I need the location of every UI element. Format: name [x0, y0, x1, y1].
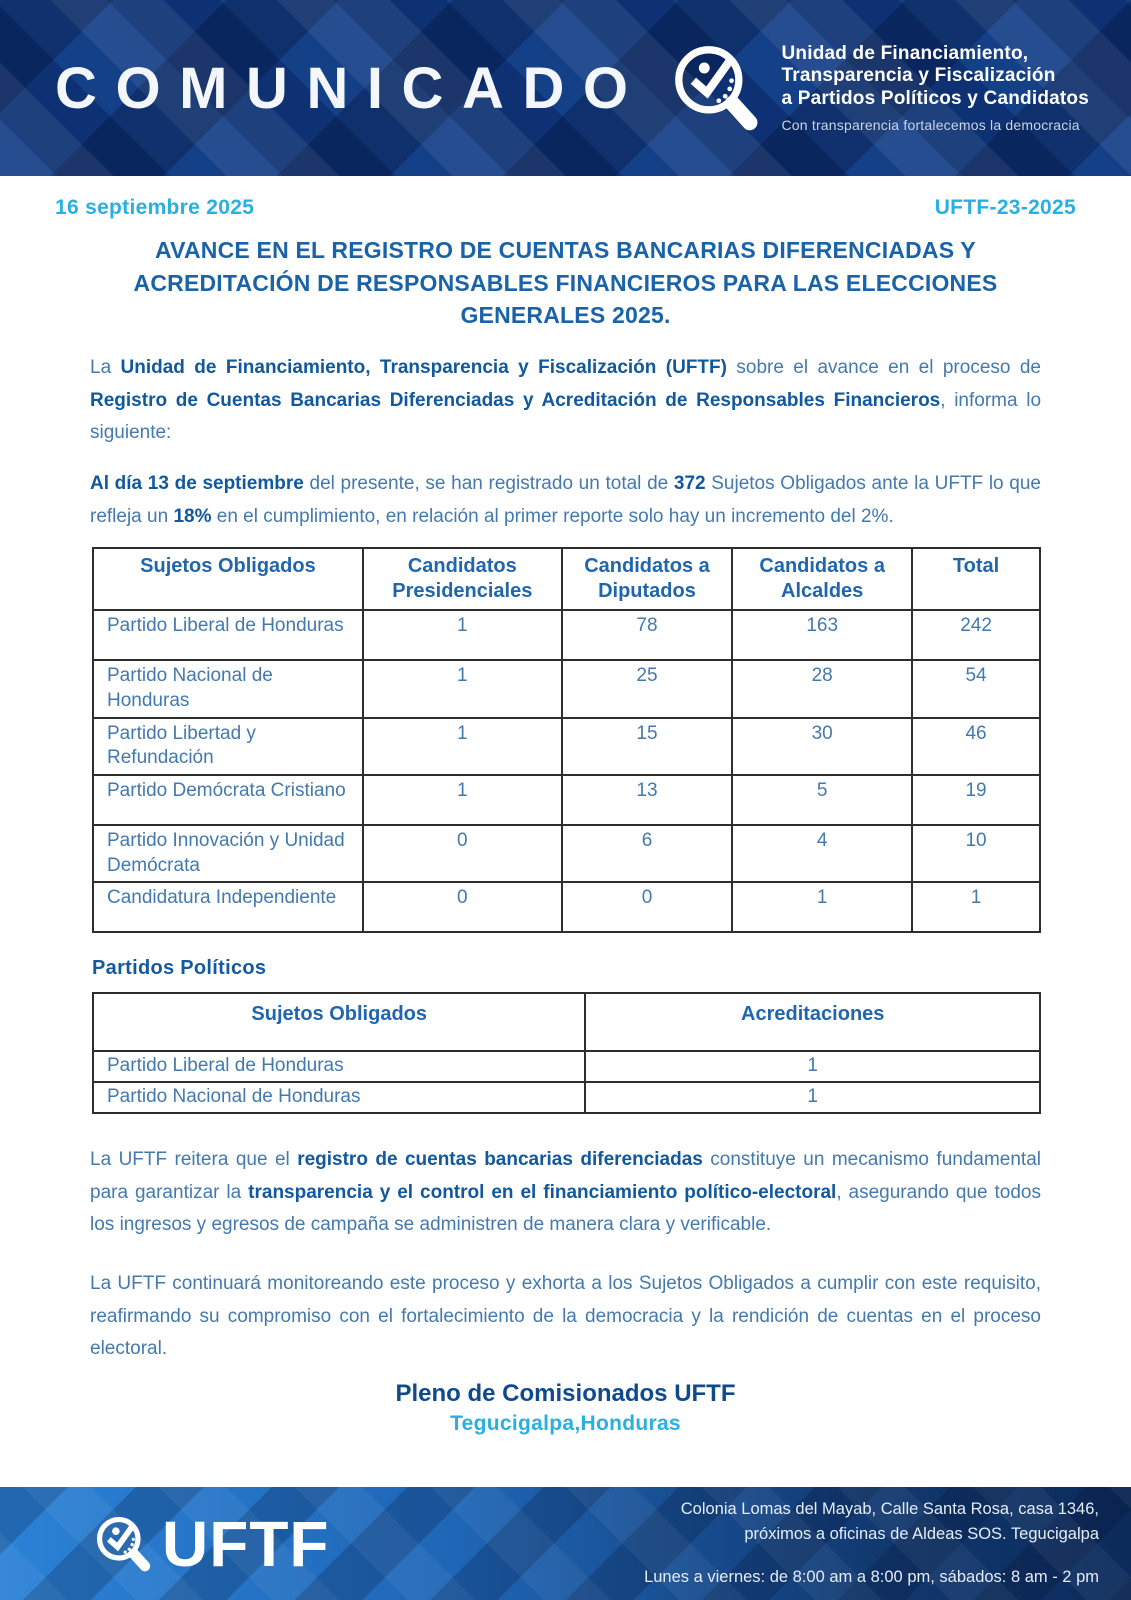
column-header: Candidatos a Alcaldes	[732, 548, 912, 610]
org-name-line2: Transparencia y Fiscalización	[781, 65, 1056, 87]
column-header: Sujetos Obligados	[93, 548, 363, 610]
document-body	[0, 176, 1131, 1487]
org-name-line3: a Partidos Políticos y Candidatos	[781, 87, 1089, 109]
paragraph-3: La UFTF reitera que el registro de cuentas bancarias diferenciadas constituye un mecanismo fundamental para garantizar la transparencia y el control en el financiamiento político-electoral, asegurando que todos los ingresos y egresos de campaña se administren de manera clara y verificable.	[90, 1148, 1041, 1236]
registrations-table	[92, 547, 1041, 933]
value-cell: 1	[363, 775, 562, 825]
signature-entity: Pleno de Comisionados UFTF	[395, 1379, 736, 1407]
org-brand-block	[667, 38, 1089, 138]
value-cell: 30	[732, 718, 912, 775]
paragraph-1: La Unidad de Financiamiento, Transparencia y Fiscalización (UFTF) sobre el avance en el proceso de Registro de Cuentas Bancarias Diferenciadas y Acreditación de Responsables Financieros, informa lo siguiente:	[90, 356, 1042, 444]
signature-location: Tegucigalpa,Honduras	[450, 1411, 681, 1435]
table-row	[93, 718, 1040, 775]
column-header: Acreditaciones	[585, 993, 1040, 1051]
footer-hours: Lunes a viernes: de 8:00 am a 8:00 pm, sábados: 8 am - 2 pm	[644, 1568, 1099, 1587]
value-cell: 15	[562, 718, 732, 775]
value-cell: 0	[363, 825, 562, 882]
header-banner	[0, 0, 1131, 176]
value-cell: 13	[562, 775, 732, 825]
row-label-cell: Partido Nacional de Honduras	[93, 660, 363, 717]
footer-address-line1: Colonia Lomas del Mayab, Calle Santa Rosa, casa 1346,	[680, 1499, 1099, 1518]
paragraph-2: Al día 13 de septiembre del presente, se han registrado un total de 372 Sujetos Obligados ante la UFTF lo que refleja un 18% en el cumplimiento, en relación al primer reporte solo hay un incremento del 2%.	[90, 472, 1041, 527]
table-row	[93, 660, 1040, 717]
row-label-cell: Partido Liberal de Honduras	[93, 1051, 585, 1082]
table-row	[93, 775, 1040, 825]
value-cell: 1	[363, 718, 562, 775]
value-cell: 6	[562, 825, 732, 882]
value-cell: 78	[562, 610, 732, 660]
value-cell: 1	[912, 882, 1040, 932]
magnifier-checkmark-icon	[92, 1512, 156, 1576]
value-cell: 163	[732, 610, 912, 660]
document-date: 16 septiembre 2025	[55, 196, 255, 219]
table-header-row	[93, 993, 1040, 1051]
banner-title: COMUNICADO	[55, 55, 647, 121]
section-heading: Partidos Políticos	[92, 957, 267, 980]
footer-contact	[644, 1497, 1099, 1590]
value-cell: 0	[562, 882, 732, 932]
value-cell: 46	[912, 718, 1040, 775]
meta-row	[55, 196, 1076, 220]
column-header: Candidatos Presidenciales	[363, 548, 562, 610]
footer-banner	[0, 1487, 1131, 1600]
row-label-cell: Partido Demócrata Cristiano	[93, 775, 363, 825]
table-row	[93, 882, 1040, 932]
column-header: Total	[912, 548, 1040, 610]
row-label-cell: Candidatura Independiente	[93, 882, 363, 932]
value-cell: 1	[363, 660, 562, 717]
org-tagline: Con transparencia fortalecemos la democracia	[781, 117, 1080, 134]
value-cell: 5	[732, 775, 912, 825]
footer-address-line2: próximos a oficinas de Aldeas SOS. Tegucigalpa	[744, 1524, 1099, 1543]
row-label-cell: Partido Innovación y Unidad Demócrata	[93, 825, 363, 882]
value-cell: 1	[585, 1051, 1040, 1082]
magnifier-checkmark-icon	[667, 38, 767, 138]
value-cell: 54	[912, 660, 1040, 717]
footer-logo	[92, 1507, 330, 1580]
value-cell: 4	[732, 825, 912, 882]
org-name	[781, 43, 1089, 133]
value-cell: 25	[562, 660, 732, 717]
column-header: Candidatos a Diputados	[562, 548, 732, 610]
value-cell: 1	[363, 610, 562, 660]
value-cell: 19	[912, 775, 1040, 825]
org-name-line1: Unidad de Financiamiento,	[781, 42, 1029, 64]
value-cell: 28	[732, 660, 912, 717]
table-row	[93, 1082, 1040, 1113]
row-label-cell: Partido Nacional de Honduras	[93, 1082, 585, 1113]
footer-logo-text: UFTF	[162, 1507, 330, 1580]
table-header-row	[93, 548, 1040, 610]
value-cell: 1	[585, 1082, 1040, 1113]
table-row	[93, 1051, 1040, 1082]
paragraph-4: La UFTF continuará monitoreando este proceso y exhorta a los Sujetos Obligados a cumplir con este requisito, reafirmando su compromiso con el fortalecimiento de la democracia y la rendición de cuentas en el proceso electoral.	[90, 1272, 1041, 1360]
table-row	[93, 825, 1040, 882]
signature-block	[55, 1380, 1076, 1436]
document-title: AVANCE EN EL REGISTRO DE CUENTAS BANCARIAS DIFERENCIADAS Y ACREDITACIÓN DE RESPONSABLES FINANCIEROS PARA LAS ELECCIONES GENERALES 2025.	[133, 237, 998, 329]
row-label-cell: Partido Liberal de Honduras	[93, 610, 363, 660]
row-label-cell: Partido Libertad y Refundación	[93, 718, 363, 775]
column-header: Sujetos Obligados	[93, 993, 585, 1051]
accreditations-table	[92, 992, 1041, 1113]
value-cell: 10	[912, 825, 1040, 882]
document-reference: UFTF-23-2025	[934, 196, 1076, 219]
footer-address	[644, 1497, 1099, 1547]
value-cell: 242	[912, 610, 1040, 660]
table-row	[93, 610, 1040, 660]
value-cell: 0	[363, 882, 562, 932]
value-cell: 1	[732, 882, 912, 932]
